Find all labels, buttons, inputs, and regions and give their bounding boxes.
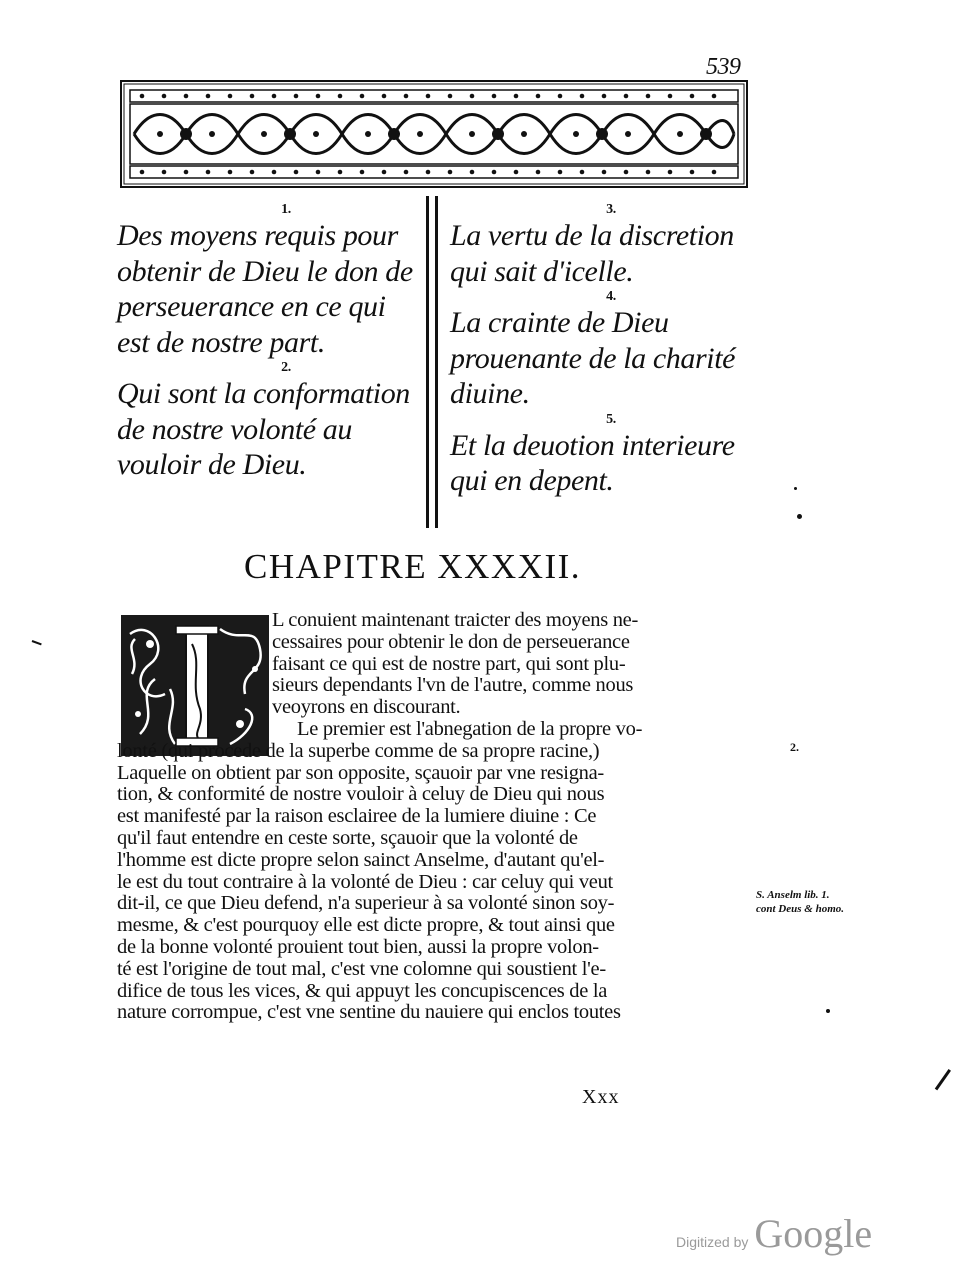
digitized-by-label: Digitized by (676, 1234, 749, 1250)
body-line: l'homme est dicte propre selon sainct Anselme, d'autant qu'el- (117, 849, 605, 871)
margin-numeral: 2. (790, 740, 799, 754)
body-line: sieurs dependants l'vn de l'autre, comme nous (272, 675, 634, 697)
summary-item: Qui sont la conformation de nostre volonté au vouloir de Dieu. (117, 377, 410, 481)
ink-speck (794, 487, 797, 490)
body-line: mesme, & c'est pourquoy elle est dicte propre, & tout ainsi que (117, 915, 615, 937)
body-line: le est du tout contraire à la volonté de Dieu : car celuy qui veut (117, 871, 613, 893)
margin-note: S. Anselm lib. 1. cont Deus & homo. (756, 889, 845, 915)
body-line: difice de tous les vices, & qui appuyt les concupiscences de la (117, 980, 608, 1002)
summary-item: La crainte de Dieu prouenante de la charité diuine. (450, 306, 736, 410)
body-line: lonté (qui procede de la superbe comme de sa propre racine,) (117, 740, 600, 762)
body-line: qu'il faut entendre en ceste sorte, sçauoir que la volonté de (117, 827, 578, 849)
body-line: de la bonne volonté prouient tout bien, aussi la propre volon- (117, 936, 599, 958)
summary-item: Et la deuotion interieure qui en depent. (450, 428, 735, 497)
body-line: Laquelle on obtient par son opposite, sçauoir par vne resigna- (117, 762, 604, 784)
ink-stroke (935, 1069, 951, 1090)
summary-numeral: 4. (606, 289, 616, 304)
summary-numeral: 2. (281, 360, 291, 375)
chapter-summary (0, 196, 967, 536)
summary-right-column (450, 202, 760, 499)
body-line: tion, & conformité de nostre vouloir à celuy de Dieu qui nous (117, 784, 605, 806)
digitization-credit (676, 1210, 872, 1257)
body-line: est manifesté par la raison esclairee de la lumiere diuine : Ce (117, 806, 597, 828)
body-line: L conuient maintenant traicter des moyens ne- (272, 610, 638, 631)
ink-stroke (32, 640, 42, 645)
summary-item: Des moyens requis pour obtenir de Dieu le don de perseuerance en ce qui est de nostre part. (117, 219, 413, 359)
google-wordmark: Google (754, 1211, 873, 1256)
summary-numeral: 1. (281, 202, 291, 217)
body-line: cessaires pour obtenir le don de perseuerance (272, 631, 630, 653)
summary-numeral: 3. (606, 202, 616, 217)
chapter-title: CHAPITRE XXXXII. (244, 547, 582, 586)
body-line: Le premier est l'abnegation de la propre vo- (297, 718, 643, 740)
catchword: Xxx (582, 1086, 620, 1108)
body-line: dit-il, ce que Dieu defend, n'a superieur à sa volonté sinon soy- (117, 893, 615, 915)
body-line: nature corrompue, c'est vne sentine du nauiere qui enclos toutes (117, 1002, 621, 1024)
ornamental-headpiece (120, 80, 748, 188)
body-line: veoyrons en discourant. (272, 697, 461, 719)
summary-item: La vertu de la discretion qui sait d'icelle. (450, 219, 734, 288)
body-line: té est l'origine de tout mal, c'est vne colomne qui soustient l'e- (117, 958, 606, 980)
chapter-body (117, 610, 749, 1024)
column-divider (426, 196, 440, 528)
page-number: 539 (706, 54, 741, 80)
ink-speck (826, 1009, 830, 1013)
ink-speck (797, 514, 802, 519)
body-line: faisant ce qui est de nostre part, qui sont plu- (272, 653, 626, 675)
summary-left-column (117, 202, 417, 483)
summary-numeral: 5. (606, 411, 616, 427)
